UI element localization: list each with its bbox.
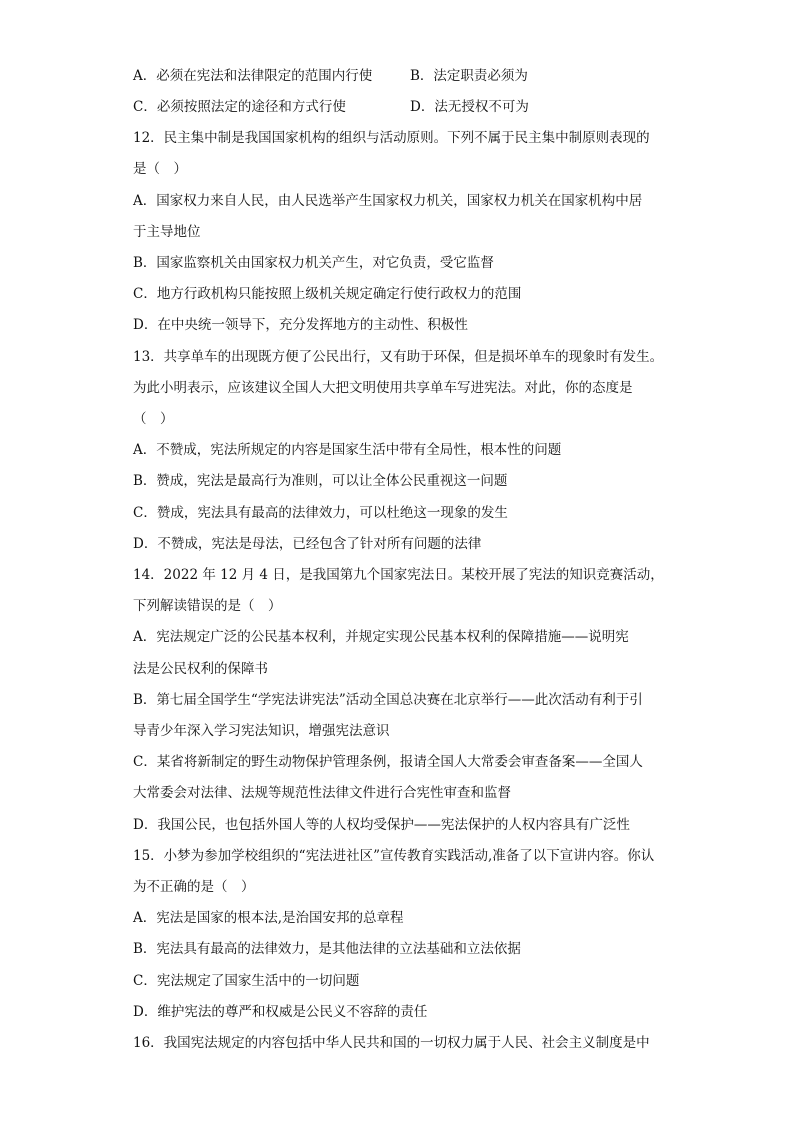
question-12-option-a: A．国家权力来自人民，由人民选举产生国家权力机关，国家权力机关在国家机构中居 (133, 193, 643, 209)
question-14-option-d: D．我国公民，也包括外国人等的人权均受保护——宪法保护的人权内容具有广泛性 (133, 817, 630, 833)
question-14-option-b: B．第七届全国学生“学宪法讲宪法”活动全国总决赛在北京举行——此次活动有利于引 (133, 692, 643, 708)
question-14-stem-cont: 下列解读错误的是（ ） (133, 598, 282, 614)
question-13-stem-cont: 为此小明表示，应该建议全国人大把文明使用共享单车写进宪法。对此，你的态度是 (133, 380, 633, 396)
question-16-stem: 16．我国宪法规定的内容包括中华人民共和国的一切权力属于人民、社会主义制度是中 (133, 1035, 650, 1051)
question-14-option-a-cont: 法是公民权利的保障书 (133, 661, 268, 677)
question-12-stem-cont: 是（ ） (133, 161, 187, 177)
question-14-option-c: C．某省将新制定的野生动物保护管理条例，报请全国人大常委会审查备案——全国人 (133, 754, 643, 770)
question-14-option-a: A．宪法规定广泛的公民基本权利，并规定实现公民基本权利的保障措施——说明宪 (133, 629, 629, 645)
question-12-option-d: D．在中央统一领导下，充分发挥地方的主动性、积极性 (133, 317, 468, 333)
question-12-option-b: B．国家监察机关由国家权力机关产生，对它负责，受它监督 (133, 255, 494, 271)
option-c: C．必须按照法定的途径和方式行使 (133, 99, 346, 115)
question-15-stem: 15．小梦为参加学校组织的“宪法进社区”宣传教育实践活动,准备了以下宣讲内容。你认 (133, 848, 655, 864)
question-14-option-c-cont: 大常委会对法律、法规等规范性法律文件进行合宪性审查和监督 (133, 785, 511, 801)
question-15-option-a: A．宪法是国家的根本法,是治国安邦的总章程 (133, 910, 404, 926)
question-12-option-a-cont: 于主导地位 (133, 224, 201, 240)
question-12-option-c: C．地方行政机构只能按照上级机关规定确定行使行政权力的范围 (133, 286, 522, 302)
question-12-stem: 12．民主集中制是我国国家机构的组织与活动原则。下列不属于民主集中制原则表现的 (133, 130, 650, 146)
option-d: D．法无授权不可为 (410, 99, 529, 115)
question-13-option-a: A．不赞成，宪法所规定的内容是国家生活中带有全局性，根本性的问题 (133, 442, 562, 458)
question-13-answer-bracket: （ ） (133, 411, 174, 427)
question-13-option-b: B．赞成，宪法是最高行为准则，可以让全体公民重视这一问题 (133, 473, 508, 489)
question-14-stem: 14．2022 年 12 月 4 日，是我国第九个国家宪法日。某校开展了宪法的知识竞赛活动， (133, 567, 664, 583)
question-13-stem: 13．共享单车的出现既方便了公民出行，又有助于环保，但是损坏单车的现象时有发生。 (133, 349, 664, 365)
question-13-option-d: D．不赞成，宪法是母法，已经包含了针对所有问题的法律 (133, 536, 482, 552)
option-a: A．必须在宪法和法律限定的范围内行使 (133, 68, 373, 84)
question-15-stem-cont: 为不正确的是（ ） (133, 879, 255, 895)
question-13-option-c: C．赞成，宪法具有最高的法律效力，可以杜绝这一现象的发生 (133, 505, 508, 521)
option-b: B．法定职责必须为 (410, 68, 528, 84)
question-15-option-c: C．宪法规定了国家生活中的一切问题 (133, 973, 360, 989)
question-15-option-d: D．维护宪法的尊严和权威是公民义不容辞的责任 (133, 1004, 428, 1020)
question-14-option-b-cont: 导青少年深入学习宪法知识，增强宪法意识 (133, 723, 390, 739)
question-15-option-b: B．宪法具有最高的法律效力，是其他法律的立法基础和立法依据 (133, 941, 521, 957)
